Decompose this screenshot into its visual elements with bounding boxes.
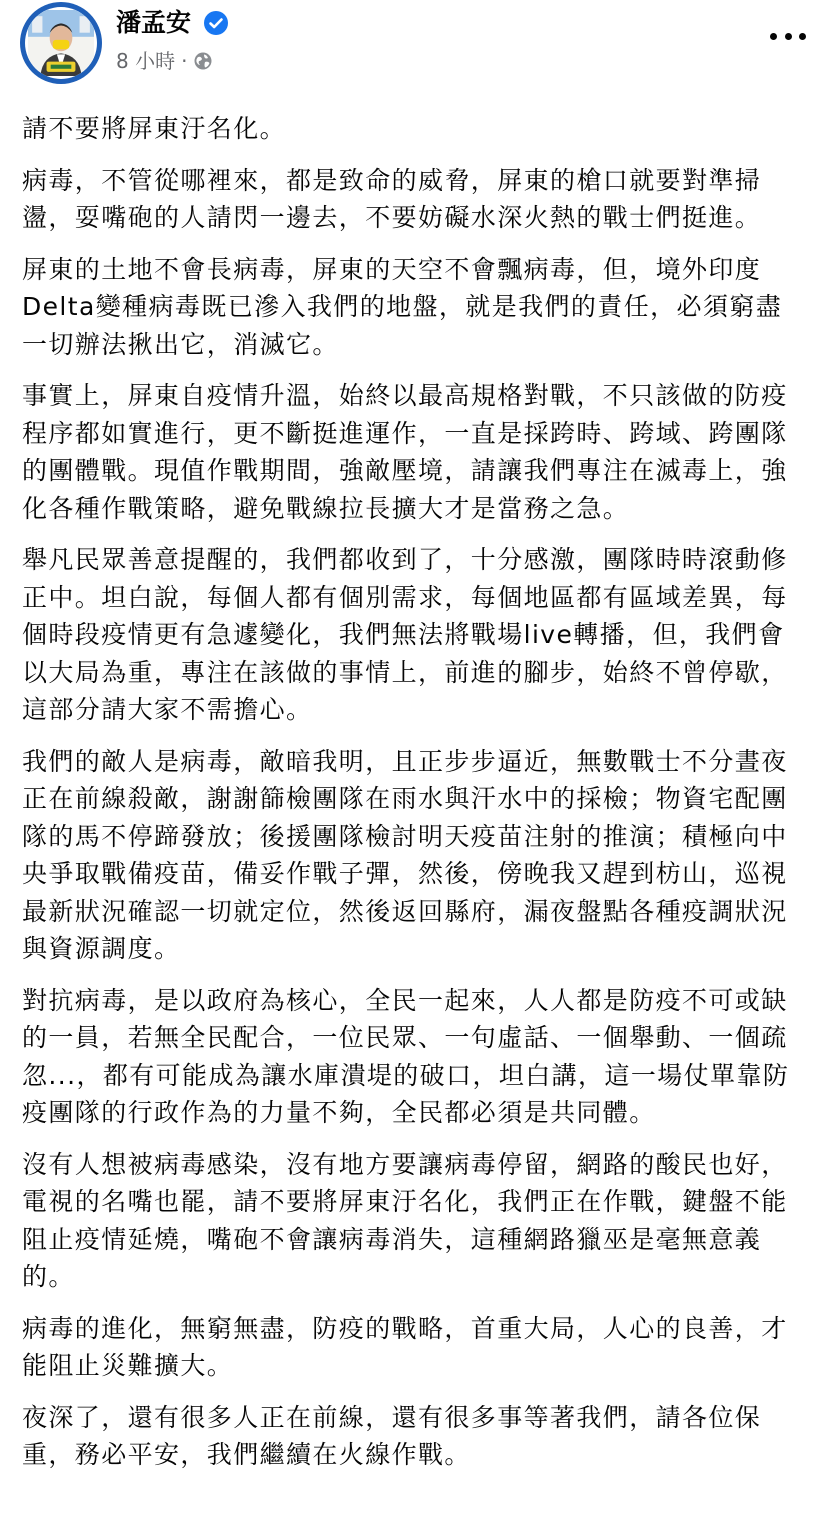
- more-dot: [770, 33, 777, 40]
- post-paragraph: 病毒，不管從哪裡來，都是致命的威脅，屏東的槍口就要對準掃盪，耍嘴砲的人請閃一邊去，不要妨礙水深火熱的戰士們挺進。: [22, 165, 762, 232]
- post-paragraph: 舉凡民眾善意提醒的，我們都收到了，十分感激，團隊時時滾動修正中。坦白說，每個人都有個別需求，每個地區都有區域差異，每個時段疫情更有急遽變化，我們無法將戰場live轉播，但，我們會以大局為重，專注在該做的事情上，前進的腳步，始終不曾停歇，這部分請大家不需擔心。: [22, 545, 788, 724]
- author-name[interactable]: 潘孟安: [116, 8, 192, 37]
- post-paragraph: 病毒的進化，無窮無盡，防疫的戰略，首重大局，人心的良善，才能阻止災難擴大。: [22, 1313, 788, 1380]
- more-options-icon[interactable]: [770, 26, 806, 46]
- post-paragraph: 對抗病毒，是以政府為核心，全民一起來，人人都是防疫不可或缺的一員，若無全民配合，一位民眾、一句虛話、一個舉動、一個疏忽...，都有可能成為讓水庫潰堤的破口，坦白講，這一場仗單靠防疫團隊的行政作為的力量不夠，全民都必須是共同體。: [22, 985, 790, 1127]
- more-dot: [785, 33, 792, 40]
- post-paragraph: 我們的敵人是病毒，敵暗我明，且正步步逼近，無數戰士不分晝夜正在前線殺敵，謝謝篩檢團隊在雨水與汗水中的採檢；物資宅配團隊的馬不停蹄發放；後援團隊檢討明天疫苗注射的推演；積極向中央爭取戰備疫苗，備妥作戰子彈，然後，傍晚我又趕到枋山，巡視最新狀況確認一切就定位，然後返回縣府，漏夜盤點各種疫調狀況與資源調度。: [22, 746, 788, 963]
- post-timestamp[interactable]: 8 小時: [116, 49, 176, 73]
- profile-photo-icon: [28, 10, 94, 76]
- post-paragraph: 屏東的土地不會長病毒，屏東的天空不會飄病毒，但，境外印度Delta變種病毒既已滲入我們的地盤，就是我們的責任，必須窮盡一切辦法揪出它，消滅它。: [22, 254, 783, 359]
- globe-icon[interactable]: [193, 51, 213, 71]
- post-header: [0, 0, 828, 90]
- post-paragraph: 夜深了，還有很多人正在前線，還有很多事等著我們，請各位保重，務必平安，我們繼續在火線作戰。: [22, 1402, 762, 1469]
- avatar[interactable]: [20, 2, 102, 84]
- more-dot: [799, 33, 806, 40]
- post-paragraph: 事實上，屏東自疫情升溫，始終以最高規格對戰，不只該做的防疫程序都如實進行，更不斷挺進運作，一直是採跨時、跨域、跨團隊的團體戰。現值作戰期間，強敵壓境，請讓我們專注在滅毒上，強化各種作戰策略，避免戰線拉長擴大才是當務之急。: [22, 381, 788, 523]
- post-paragraph: 請不要將屏東汙名化。: [22, 114, 287, 143]
- post-meta: [116, 48, 213, 74]
- meta-separator: ·: [181, 49, 188, 73]
- avatar-photo: [25, 7, 97, 79]
- post-paragraph: 沒有人想被病毒感染，沒有地方要讓病毒停留，網路的酸民也好，電視的名嘴也罷，請不要將屏東汙名化，我們正在作戰，鍵盤不能阻止疫情延燒，嘴砲不會讓病毒消失，這種網路獵巫是毫無意義的。: [22, 1149, 788, 1291]
- post-body: [22, 110, 808, 1488]
- verified-badge-icon: [204, 11, 228, 35]
